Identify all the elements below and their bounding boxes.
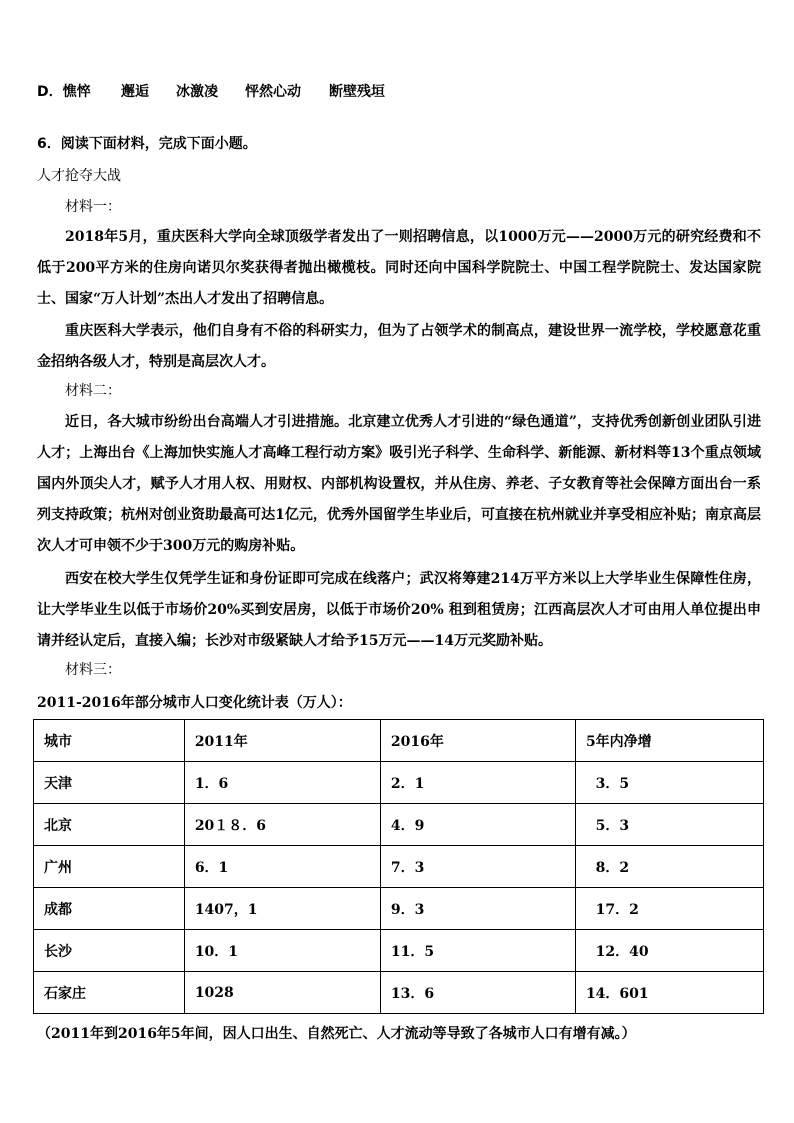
cell-net-increase: 8．2 xyxy=(575,846,763,888)
header-2016: 2016年 xyxy=(380,720,575,762)
material1-heading: 材料一： xyxy=(65,199,121,215)
material1-paragraph-1: 2018年5月，重庆医科大学向全球顶级学者发出了一则招聘信息，以1000万元——2000万元的研究经费和不低于200平方米的住房向诺贝尔奖获得者抛出橄榄枝。同时还向中国科学院院士、中国工程学院院士、发达国家院士、国家“万人计划”杰出人才发出了招聘信息。 xyxy=(37,229,761,307)
question-heading: 6．阅读下面材料，完成下面小题。 xyxy=(37,136,257,152)
cell-2016: 4．9 xyxy=(380,804,575,846)
cell-net-increase: 3．5 xyxy=(575,762,763,804)
cell-city: 长沙 xyxy=(34,930,185,972)
table-note: （2011年到2016年5年间，因人口出生、自然死亡、人才流动等导致了各城市人口有增有减。） xyxy=(37,1026,636,1042)
cell-city: 天津 xyxy=(34,762,185,804)
cell-2011: 1．6 xyxy=(184,762,380,804)
table-row xyxy=(34,804,764,846)
table-row xyxy=(34,972,764,1014)
table-caption: 2011-2016年部分城市人口变化统计表（万人）： xyxy=(37,695,352,711)
material2-heading: 材料二： xyxy=(65,383,121,399)
cell-net-increase: 14．601 xyxy=(575,972,763,1014)
material2-paragraph-1: 近日，各大城市纷纷出台高端人才引进措施。北京建立优秀人才引进的“绿色通道”，支持优秀创新创业团队引进人才；上海出台《上海加快实施人才高峰工程行动方案》吸引光子科学、生命科学、新能源、新材料等13个重点领域国内外顶尖人才，赋予人才用人权、用财权、内部机构设置权，并从住房、养老、子女教育等社会保障方面出台一系列支持政策；杭州对创业资助最高可达1亿元，优秀外国留学生毕业后，可直接在杭州就业并享受相应补贴；南京高层次人才可申领不少于300万元的购房补贴。 xyxy=(37,414,761,554)
passage-title: 人才抢夺大战 xyxy=(37,168,121,184)
header-net-increase: 5年内净增 xyxy=(575,720,763,762)
cell-2011: 1028 xyxy=(184,972,380,1014)
option-d-word-1: 邂逅 xyxy=(121,84,149,100)
cell-2016: 9．3 xyxy=(380,888,575,930)
option-d-label: D．憔悴 xyxy=(37,84,91,100)
cell-2011: 1407，1 xyxy=(184,888,380,930)
cell-city: 石家庄 xyxy=(34,972,185,1014)
cell-city: 北京 xyxy=(34,804,185,846)
cell-2011: 20１８．6 xyxy=(184,804,380,846)
header-city: 城市 xyxy=(34,720,185,762)
table-row xyxy=(34,888,764,930)
cell-net-increase: 5．3 xyxy=(575,804,763,846)
cell-net-increase: 12．40 xyxy=(575,930,763,972)
material3-heading: 材料三： xyxy=(65,662,121,678)
table-row xyxy=(34,762,764,804)
header-2011: 2011年 xyxy=(184,720,380,762)
cell-2011: 10．1 xyxy=(184,930,380,972)
table-row xyxy=(34,930,764,972)
material1-paragraph-2: 重庆医科大学表示，他们自身有不俗的科研实力，但为了占领学术的制高点，建设世界一流学校，学校愿意花重金招纳各级人才，特别是高层次人才。 xyxy=(37,323,761,370)
cell-2011: 6．1 xyxy=(184,846,380,888)
cell-net-increase: 17．2 xyxy=(575,888,763,930)
table-row xyxy=(34,846,764,888)
table-header-row xyxy=(34,720,764,762)
cell-city: 广州 xyxy=(34,846,185,888)
cell-2016: 11．5 xyxy=(380,930,575,972)
cell-2016: 7．3 xyxy=(380,846,575,888)
population-table xyxy=(33,719,764,1014)
option-d-word-4: 断壁残垣 xyxy=(329,84,385,100)
option-d-word-3: 怦然心动 xyxy=(245,84,301,100)
material2-paragraph-2: 西安在校大学生仅凭学生证和身份证即可完成在线落户；武汉将筹建214万平方米以上大学毕业生保障性住房，让大学毕业生以低于市场价20%买到安居房，以低于市场价20% 租到租赁房；江西高层次人才可由用人单位提出申请并经认定后，直接入编；长沙对市级紧缺人才给予15万元——14万元奖励补贴。 xyxy=(37,571,761,649)
option-d-word-2: 冰激凌 xyxy=(176,84,218,100)
cell-city: 成都 xyxy=(34,888,185,930)
cell-2016: 2．1 xyxy=(380,762,575,804)
cell-2016: 13．6 xyxy=(380,972,575,1014)
